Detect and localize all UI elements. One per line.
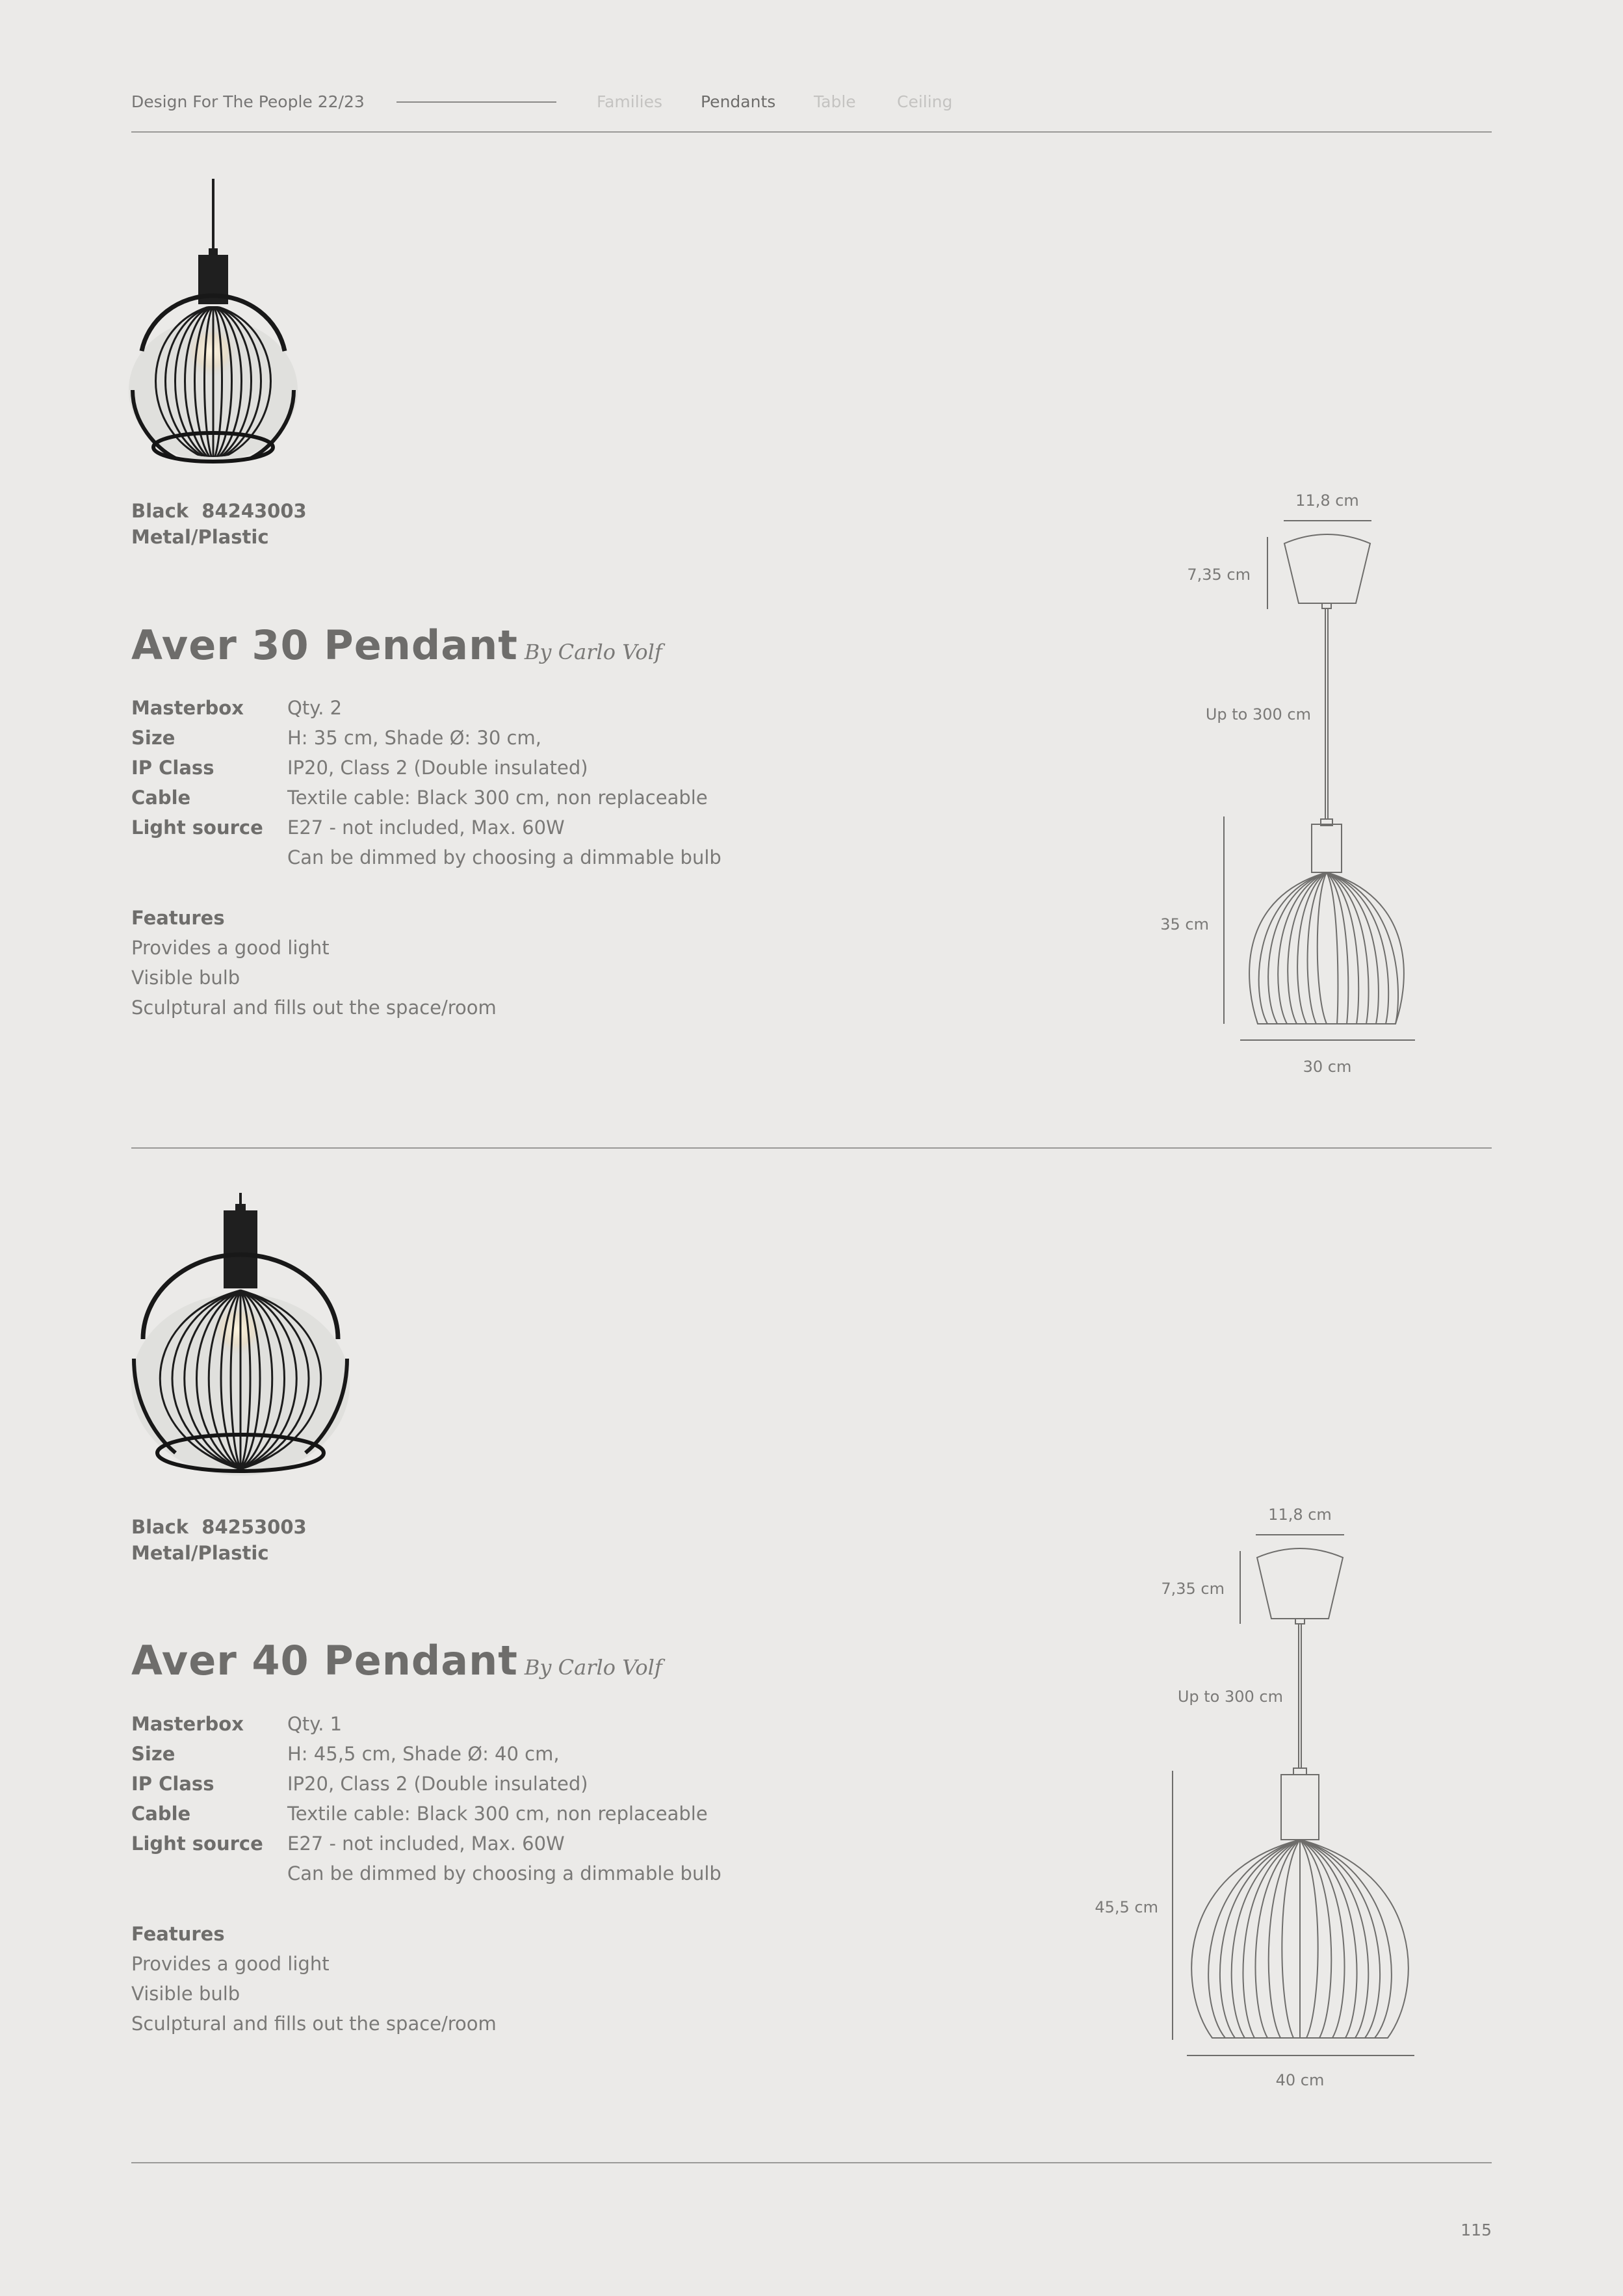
dim-canopy-height: 7,35 cm [1187,566,1251,584]
section-divider [131,1147,1492,1149]
spec-row [131,1739,721,1769]
catalog-title: Design For The People 22/23 [131,92,365,111]
spec-label: Size [131,1743,175,1765]
spec-value: Can be dimmed by choosing a dimmable bulb [287,846,721,868]
top-navigation [131,92,1492,112]
product-designer: By Carlo Volf [524,1655,662,1680]
variant-material: Metal/Plastic [131,526,269,548]
features-heading: Features [131,907,225,929]
feature-item: Sculptural and fills out the space/room [131,2013,497,2035]
dim-cable-length: Up to 300 cm [1205,705,1311,724]
product-title-aver-30 [131,621,662,669]
spec-label: Cable [131,1803,191,1825]
spec-row [131,842,721,872]
product-variant-aver-40 [131,1514,307,1566]
spec-row [131,723,721,753]
product-name: Aver 30 Pendant [131,621,518,669]
feature-item: Sculptural and fills out the space/room [131,997,497,1019]
spec-row [131,693,721,723]
variant-code: Black 84243003 [131,500,307,522]
spec-value: Can be dimmed by choosing a dimmable bulb [287,1862,721,1885]
spec-label: Size [131,727,175,749]
spec-table-aver-30 [131,693,721,872]
spec-row [131,1799,721,1829]
dim-canopy-width: 11,8 cm [1268,1506,1332,1524]
dim-cable-length: Up to 300 cm [1177,1688,1283,1706]
spec-value: IP20, Class 2 (Double insulated) [287,757,588,779]
nav-item-families[interactable]: Families [597,92,663,111]
features-heading: Features [131,1923,225,1945]
spec-value: Textile cable: Black 300 cm, non replaceable [287,1803,708,1825]
spec-label: Light source [131,1833,263,1855]
feature-item: Visible bulb [131,1983,240,2005]
product-variant-aver-30 [131,498,307,550]
dim-diameter: 40 cm [1275,2071,1325,2089]
spec-row [131,1859,721,1888]
dim-canopy-width: 11,8 cm [1295,491,1359,510]
header-rule [131,131,1492,133]
features-aver-30 [131,903,497,1023]
feature-item: Provides a good light [131,1953,330,1975]
dim-diameter: 30 cm [1303,1058,1352,1076]
spec-row [131,1709,721,1739]
dim-canopy-height: 7,35 cm [1161,1580,1225,1598]
product-designer: By Carlo Volf [524,640,662,664]
feature-item: Visible bulb [131,967,240,989]
spec-label: IP Class [131,757,214,779]
nav-item-ceiling[interactable]: Ceiling [897,92,953,111]
spec-value: E27 - not included, Max. 60W [287,816,565,839]
spec-row [131,753,721,783]
spec-label: Masterbox [131,1713,244,1735]
features-aver-40 [131,1919,497,2039]
footer-rule [131,2162,1492,2163]
dimension-drawing-aver-30 [1144,481,1443,1092]
spec-label [131,1859,287,1888]
spec-value: Qty. 1 [287,1713,343,1735]
nav-item-table[interactable]: Table [814,92,856,111]
spec-label: Light source [131,816,263,839]
spec-value: Qty. 2 [287,697,343,719]
page-number: 115 [1461,2221,1492,2239]
product-title-aver-40 [131,1637,662,1684]
spec-row [131,783,721,813]
spec-row [131,1769,721,1799]
spec-value: IP20, Class 2 (Double insulated) [287,1773,588,1795]
spec-label: Cable [131,787,191,809]
dimension-drawing-aver-40 [1079,1495,1443,2106]
dim-height: 45,5 cm [1095,1898,1158,1916]
product-photo-aver-40 [123,1190,357,1482]
nav-divider [396,101,556,103]
spec-value: Textile cable: Black 300 cm, non replaceable [287,787,708,809]
spec-table-aver-40 [131,1709,721,1888]
product-photo-aver-30 [123,176,305,468]
variant-material: Metal/Plastic [131,1542,269,1564]
dim-height: 35 cm [1160,915,1209,933]
spec-row [131,1829,721,1859]
variant-code: Black 84253003 [131,1516,307,1538]
nav-item-pendants[interactable]: Pendants [701,92,776,111]
spec-label [131,842,287,872]
feature-item: Provides a good light [131,937,330,959]
spec-value: H: 35 cm, Shade Ø: 30 cm, [287,727,541,749]
spec-row [131,813,721,842]
spec-value: E27 - not included, Max. 60W [287,1833,565,1855]
spec-label: IP Class [131,1773,214,1795]
spec-label: Masterbox [131,697,244,719]
product-name: Aver 40 Pendant [131,1637,518,1684]
spec-value: H: 45,5 cm, Shade Ø: 40 cm, [287,1743,560,1765]
